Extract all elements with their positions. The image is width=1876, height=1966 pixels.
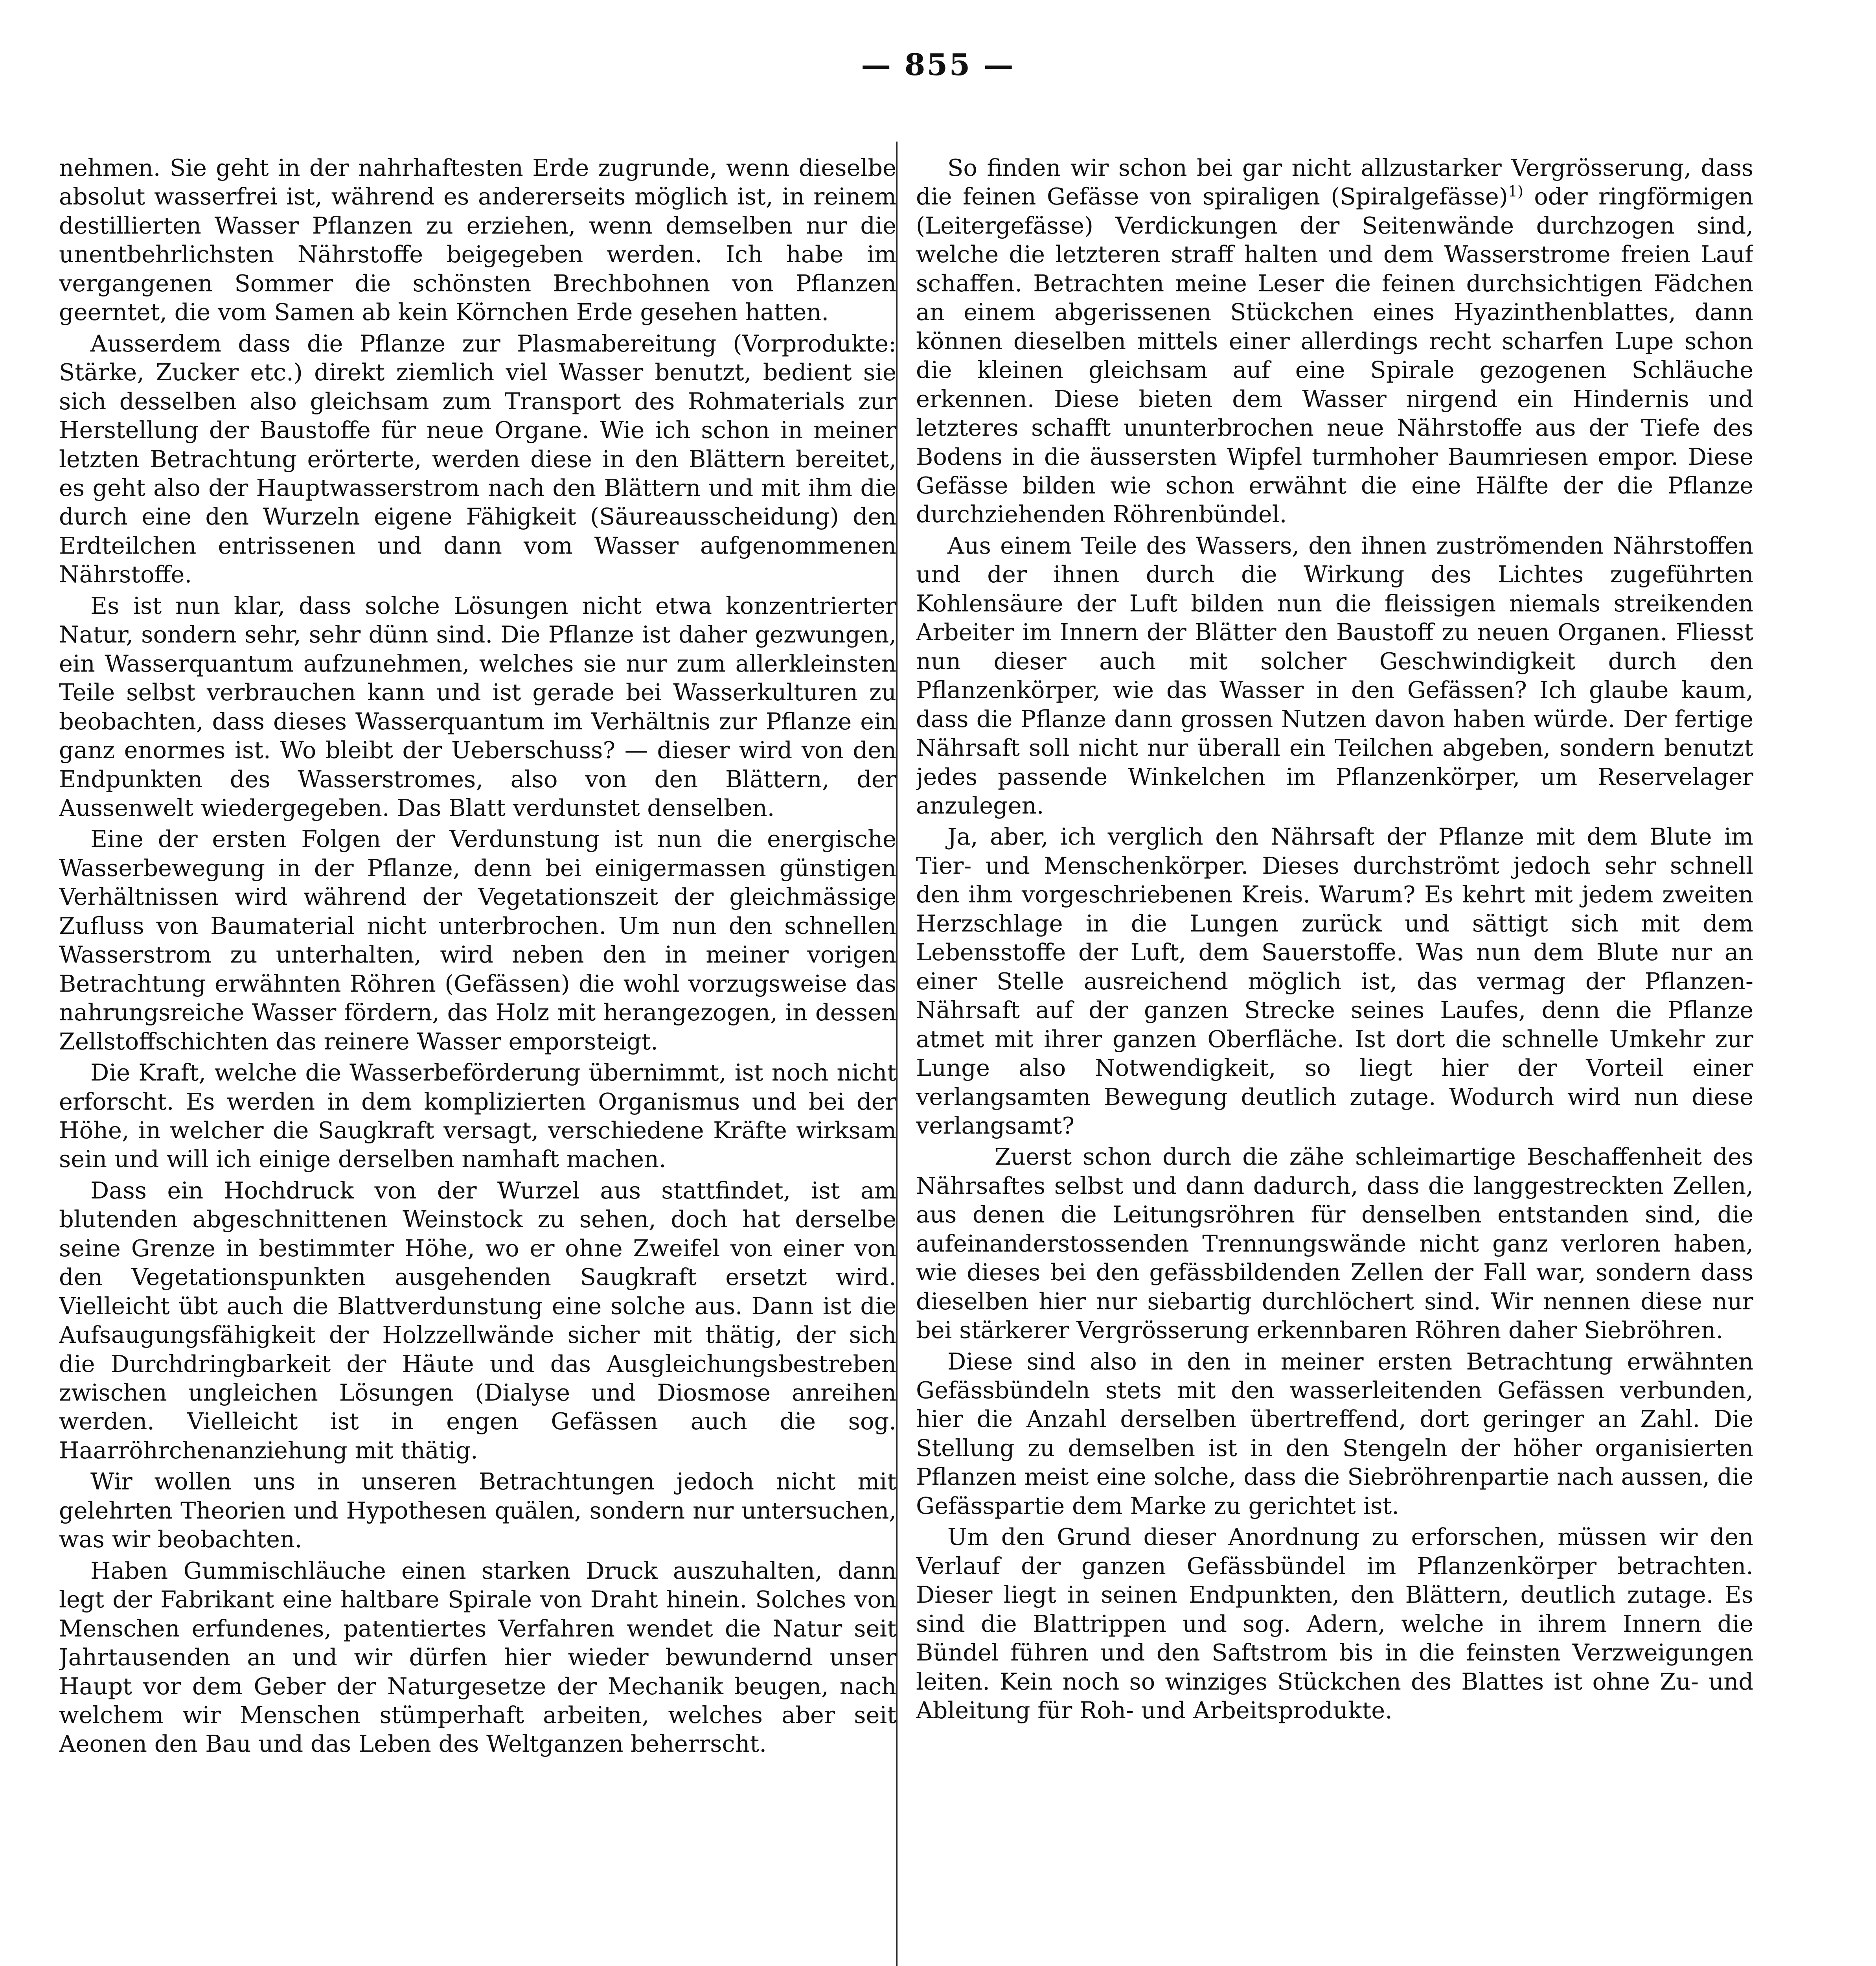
right-column xyxy=(916,153,1753,1966)
paragraph: Wir wollen uns in unseren Betrachtungen jedoch nicht mit gelehrten Theorien und Hypothesen quälen, sondern nur untersuchen, was wir beobachten. xyxy=(59,1468,896,1553)
paragraph: Die Kraft, welche die Wasserbeförderung übernimmt, ist noch nicht erforscht. Es werden in dem komplizierten Organismus und bei der Höhe, in welcher die Saugkraft versagt, verschiedene Kräfte wirksam sein und will ich einige derselben namhaft machen. xyxy=(59,1059,896,1173)
paragraph: Ausserdem dass die Pflanze zur Plasmabereitung (Vorprodukte: Stärke, Zucker etc.) direkt ziemlich viel Wasser benutzt, bedient sie sich desselben also gleichsam zum Transport des Rohmaterials zur Herstellung der Baustoffe für neue Organe. Wie ich schon in meiner letzten Betrachtung erörterte, werden diese in den Blättern bereitet, es geht also der Hauptwasserstrom nach den Blättern und mit ihm die durch eine den Wurzeln eigene Fähigkeit (Säureausscheidung) den Erdteilchen entrissenen und dann vom Wasser aufgenommenen Nährstoffe. xyxy=(59,330,896,588)
paragraph: nehmen. Sie geht in der nahrhaftesten Erde zugrunde, wenn dieselbe absolut wasserfrei ist, während es andererseits möglich ist, in reinem destillierten Wasser Pflanzen zu erziehen, wenn demselben nur die unentbehrlichsten Nährstoffe beigegeben werden. Ich habe im vergangenen Sommer die schönsten Brechbohnen von Pflanzen geerntet, die vom Samen ab kein Körnchen Erde gesehen hatten. xyxy=(59,154,896,326)
paragraph-text: oder ringförmigen (Leitergefässe) Verdickungen der Seitenwände durchzogen sind, welche die letzteren straff halten und dem Wasserstrome freien Lauf schaffen. Betrachten meine Leser die feinen durchsichtigen Fädchen an einem abgerissenen Stückchen eines Hyazinthenblattes, dann können dieselben mittels einer allerdings recht scharfen Lupe schon die kleinen gleichsam auf eine Spirale gezogenen Schläuche erkennen. Diese bieten dem Wasser nirgend ein Hindernis und letzteres schafft ununterbrochen neue Nährstoffe aus der Tiefe des Bodens in die äussersten Wipfel turmhoher Baumriesen empor. Diese Gefässe bilden wie schon erwähnt die eine Hälfte der die Pflanze durchziehenden Röhrenbündel. xyxy=(916,183,1753,528)
footnote-marker: 1) xyxy=(1508,182,1523,200)
paragraph: Es ist nun klar, dass solche Lösungen nicht etwa konzentrierter Natur, sondern sehr, sehr dünn sind. Die Pflanze ist daher gezwungen, ein Wasserquantum aufzunehmen, welches sie nur zum allerkleinsten Teile selbst verbrauchen kann und ist gerade bei Wasserkulturen zu beobachten, dass dieses Wasserquantum im Verhältnis zur Pflanze ein ganz enormes ist. Wo bleibt der Ueberschuss? — dieser wird von den Endpunkten des Wasserstromes, also von den Blättern, der Aussenwelt wiedergegeben. Das Blatt verdunstet denselben. xyxy=(59,592,896,821)
paragraph xyxy=(916,153,1753,529)
paragraph: Zuerst schon durch die zähe schleimartige Beschaffenheit des Nährsaftes selbst und dann dadurch, dass die langgestreckten Zellen, aus denen die Leitungsröhren für denselben entstanden sind, die aufeinanderstossenden Trennungswände nicht ganz verloren haben, wie dieses bei den gefässbildenden Zellen der Fall war, sondern dass dieselben hier nur siebartig durchlöchert sind. Wir nennen diese nur bei stärkerer Vergrösserung erkennbaren Röhren daher Siebröhren. xyxy=(916,1143,1753,1344)
paragraph: Ja, aber, ich verglich den Nährsaft der Pflanze mit dem Blute im Tier- und Menschenkörper. Dieses durchströmt jedoch sehr schnell den ihm vorgeschriebenen Kreis. Warum? Es kehrt mit jedem zweiten Herzschlage in die Lungen zurück und sättigt sich mit dem Lebensstoffe der Luft, dem Sauerstoffe. Was nun dem Blute nur an einer Stelle ausreichend möglich ist, das vermag der Pflanzen-Nährsaft auf der ganzen Strecke seines Laufes, denn die Pflanze atmet mit ihrer ganzen Oberfläche. Ist dort die schnelle Umkehr zur Lunge also Notwendigkeit, so liegt hier der Vorteil einer verlangsamten Bewegung deutlich zutage. Wodurch wird nun diese verlangsamt? xyxy=(916,823,1753,1139)
paragraph: Dass ein Hochdruck von der Wurzel aus stattfindet, ist am blutenden abgeschnittenen Weinstock zu sehen, doch hat derselbe seine Grenze in bestimmter Höhe, wo er ohne Zweifel von einer von den Vegetationspunkten ausgehenden Saugkraft ersetzt wird. Vielleicht übt auch die Blattverdunstung eine solche aus. Dann ist die Aufsaugungsfähigkeit der Holzzellwände sicher mit thätig, der sich die Durchdringbarkeit der Häute und das Ausgleichungsbestreben zwischen ungleichen Lösungen (Dialyse und Diosmose anreihen werden. Vielleicht ist in engen Gefässen auch die sog. Haarröhrchenanziehung mit thätig. xyxy=(59,1176,896,1464)
paragraph: Diese sind also in den in meiner ersten Betrachtung erwähnten Gefässbündeln stets mit den wasserleitenden Gefässen verbunden, hier die Anzahl derselben übertreffend, dort geringer an Zahl. Die Stellung zu demselben ist in den Stengeln der höher organisierten Pflanzen meist eine solche, dass die Siebröhrenpartie nach aussen, die Gefässpartie dem Marke zu gerichtet ist. xyxy=(916,1347,1753,1519)
paragraph: Haben Gummischläuche einen starken Druck auszuhalten, dann legt der Fabrikant eine haltbare Spirale von Draht hinein. Solches von Menschen erfundenes, patentiertes Verfahren wendet die Natur seit Jahrtausenden an und wir dürfen hier wieder bewundernd unser Haupt vor dem Geber der Naturgesetze der Mechanik beugen, nach welchem wir Menschen stümperhaft arbeiten, welches aber seit Aeonen den Bau und das Leben des Weltganzen beherrscht. xyxy=(59,1557,896,1758)
paragraph-text: So finden wir schon bei gar nicht allzustarker Vergrösserung, dass die feinen Gefässe von spiraligen (Spiralgefässe) xyxy=(916,154,1753,210)
page-number: — 855 — xyxy=(861,47,1015,82)
column-divider xyxy=(896,142,898,1966)
paragraph: Aus einem Teile des Wassers, den ihnen zuströmenden Nährstoffen und der ihnen durch die Wirkung des Lichtes zugeführten Kohlensäure der Luft bilden nun die fleissigen niemals streikenden Arbeiter im Innern der Blätter den Baustoff zu neuen Organen. Fliesst nun dieser auch mit solcher Geschwindigkeit durch den Pflanzenkörper, wie das Wasser in den Gefässen? Ich glaube kaum, dass die Pflanze dann grossen Nutzen davon haben würde. Der fertige Nährsaft soll nicht nur überall ein Teilchen abgeben, sondern benutzt jedes passende Winkelchen im Pflanzenkörper, um Reservelager anzulegen. xyxy=(916,532,1753,819)
paragraph: Eine der ersten Folgen der Verdunstung ist nun die energische Wasserbewegung in der Pflanze, denn bei einigermassen günstigen Verhältnissen wird während der Vegetationszeit der gleichmässige Zufluss von Baumaterial nicht unterbrochen. Um nun den schnellen Wasserstrom zu unterhalten, wird neben den in meiner vorigen Betrachtung erwähnten Röhren (Gefässen) die wohl vorzugsweise das nahrungsreiche Wasser fördern, das Holz mit herangezogen, in dessen Zellstoffschichten das reinere Wasser emporsteigt. xyxy=(59,825,896,1055)
paragraph: Um den Grund dieser Anordnung zu erforschen, müssen wir den Verlauf der ganzen Gefässbündel im Pflanzenkörper betrachten. Dieser liegt in seinen Endpunkten, den Blättern, deutlich zutage. Es sind die Blattrippen und sog. Adern, welche in ihrem Innern die Bündel führen und den Saftstrom bis in die feinsten Verzweigungen leiten. Kein noch so winziges Stückchen des Blattes ist ohne Zu- und Ableitung für Roh- und Arbeitsprodukte. xyxy=(916,1523,1753,1724)
left-column xyxy=(59,153,896,1966)
